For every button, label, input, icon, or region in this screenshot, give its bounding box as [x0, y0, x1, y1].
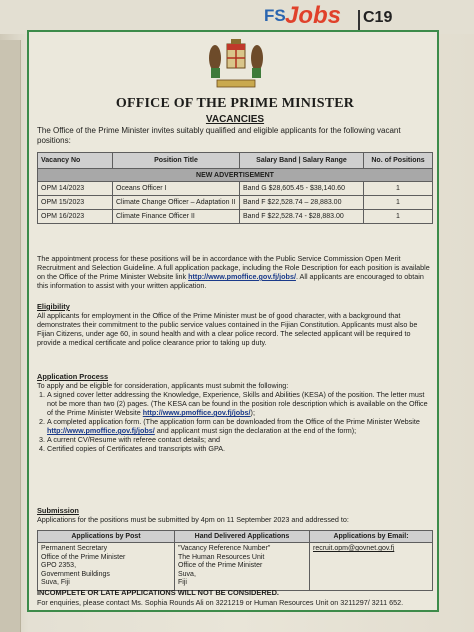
new-advertisement-label: NEW ADVERTISEMENT: [38, 169, 433, 182]
position-title: Climate Change Officer – Adaptation II: [113, 196, 240, 210]
jobs-link[interactable]: http://www.pmoffice.gov.fj/jobs/: [188, 272, 296, 281]
vacancy-no: OPM 16/2023: [38, 210, 113, 224]
list-item: [47, 417, 433, 435]
eligibility-section: [37, 302, 433, 347]
jobs-link[interactable]: http://www.pmoffice.gov.fj/jobs/: [47, 426, 155, 435]
newspaper-header: [0, 0, 474, 34]
item-text-end: and applicant must sign the declaration at the end of the form);: [154, 426, 357, 435]
application-process-section: [37, 372, 433, 453]
salary-band: Band F $22,528.74 - $28,883.00: [240, 210, 364, 224]
submission-table: [37, 530, 433, 591]
eligibility-text: All applicants for employment in the Office of the Prime Minister must be of good character, with a background that demonstrates their commitment to the public service values contained in the Fijian Constitution. Applicants must also be Fijian Citizens, under age 60, in sound health and with a clear police record. The selected applicant will be required to provide a medical certificate and police clearance prior to taking up duty.: [37, 311, 418, 347]
hand-address: "Vacancy Reference Number" The Human Resources Unit Office of the Prime Minister Suva, Fiji: [175, 543, 310, 591]
positions-count: 1: [364, 210, 433, 224]
jobs-brand: Jobs: [285, 2, 342, 29]
enquiries-text: For enquiries, please contact Ms. Sophia Rounds Ali on 3221219 or Human Resources Unit on 3211297/ 3211 652.: [37, 598, 404, 607]
vacancy-no: OPM 15/2023: [38, 196, 113, 210]
email-address[interactable]: recruit.opm@govnet.gov.fj: [310, 543, 433, 591]
position-title: Oceans Officer I: [113, 182, 240, 196]
col-email: Applications by Email:: [310, 531, 433, 543]
table-row: [38, 196, 433, 210]
salary-band: Band F $22,528.74 – 28,883.00: [240, 196, 364, 210]
table-row: [38, 182, 433, 196]
vacancies-heading: VACANCIES: [205, 114, 265, 125]
vacancy-advert: [27, 30, 439, 612]
intro-text: The Office of the Prime Minister invites suitably qualified and eligible applicants for the following vacant positions:: [37, 126, 401, 145]
fs-brand: FS: [264, 6, 286, 25]
office-title: OFFICE OF THE PRIME MINISTER: [115, 96, 355, 111]
submission-heading: Submission: [37, 506, 79, 515]
list-item: [47, 390, 433, 417]
position-title: Climate Finance Officer II: [113, 210, 240, 224]
col-position-title: Position Title: [113, 153, 240, 169]
item-text: A signed cover letter addressing the Knowledge, Experience, Skills and Abilities (KESA) of the position. The letter must not be more than two (2) pages. (The KESA can be found in the position role description which is available on the Office of the Prime Minister Website: [47, 390, 428, 417]
late-warning: INCOMPLETE OR LATE APPLICATIONS WILL NOT BE CONSIDERED.: [37, 588, 279, 597]
appointment-text: The appointment process for these positions will be in accordance with the Public Service Commission Open Merit Recruitment and Selection Guideline. A full application package, including the Role Description for each position is available on the Office of the Prime Minister Website link: [37, 254, 430, 281]
appointment-paragraph: [37, 254, 433, 290]
item-text: Certified copies of Certificates and transcripts with GPA.: [47, 444, 226, 453]
item-text: A current CV/Resume with referee contact details; and: [47, 435, 220, 444]
positions-count: 1: [364, 196, 433, 210]
positions-count: 1: [364, 182, 433, 196]
table-row: [38, 210, 433, 224]
post-address: Permanent Secretary Office of the Prime Minister GPO 2353, Government Buildings Suva, Fiji: [38, 543, 175, 591]
jobs-link[interactable]: http://www.pmoffice.gov.fj/jobs/: [142, 408, 251, 417]
appointment-text-end: . All applicants are encouraged to obtain this information to assist with your written application.: [37, 272, 424, 290]
fiji-coat-of-arms-icon: [197, 38, 275, 90]
list-item: [47, 435, 433, 444]
col-hand: Hand Delivered Applications: [175, 531, 310, 543]
salary-band: Band G $28,605.45 - $38,140.60: [240, 182, 364, 196]
item-text-end: );: [250, 408, 255, 417]
col-post: Applications by Post: [38, 531, 175, 543]
submission-section: [37, 506, 433, 524]
requirements-list: [37, 390, 433, 453]
page-code: C19: [363, 9, 393, 26]
col-num-positions: No. of Positions: [364, 153, 433, 169]
table-row: [38, 543, 433, 591]
vacancy-table: [37, 152, 433, 224]
adjacent-page-strip: [0, 40, 21, 632]
submission-text: Applications for the positions must be submitted by 4pm on 11 September 2023 and addressed to:: [37, 515, 349, 524]
col-salary: Salary Band | Salary Range: [240, 153, 364, 169]
item-text: A completed application form. (The application form can be downloaded from the Office of the Prime Minister Website: [47, 417, 420, 426]
col-vacancy-no: Vacancy No: [38, 153, 113, 169]
eligibility-heading: Eligibility: [37, 302, 70, 311]
process-heading: Application Process: [37, 372, 109, 381]
process-intro: To apply and be eligible for consideration, applicants must submit the following:: [37, 381, 289, 390]
header-divider: [358, 10, 360, 30]
vacancy-no: OPM 14/2023: [38, 182, 113, 196]
list-item: [47, 444, 433, 453]
